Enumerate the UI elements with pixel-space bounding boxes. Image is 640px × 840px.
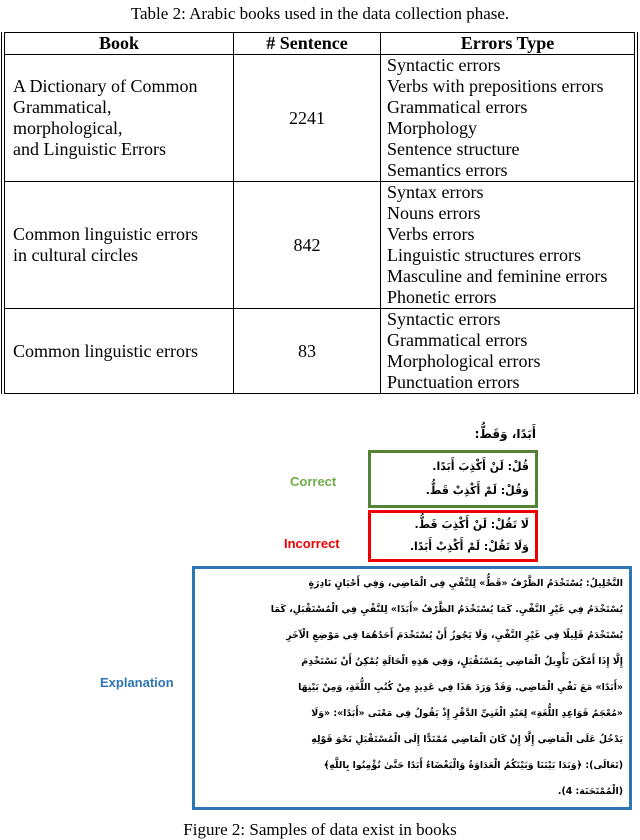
explanation-label: Explanation: [100, 675, 174, 690]
errors-cell: [381, 55, 637, 182]
explanation-line: «مُعْجَمُ قَوَاعِدِ اللُّغَةِ» لِعَبْدِ الْغَنِيِّ الدَّقْرِ إِذْ يَقُولُ فِي مَعْنَى «أَبَدًا»: «وَلَا: [311, 708, 623, 719]
error-type: Verbs errors: [387, 224, 475, 244]
book-cell: [3, 182, 234, 309]
header-sentence: # Sentence: [234, 33, 381, 55]
explanation-line: يُسْتَخْدَمُ قَلِيلًا فِي غَيْرِ النَّفْيِ، وَلَا يَجُوزُ أَنْ يُسْتَخْدَمَ أَحَدُهُمَا فِي مَوْضِعِ الْآخَرِ: [286, 630, 623, 641]
table-row: [3, 182, 636, 309]
correct-line: قُلْ: لَنْ أَكْذِبَ أَبَدًا.: [432, 460, 529, 473]
book-line: Grammatical, morphological,: [13, 97, 123, 138]
error-type: Syntax errors: [387, 182, 484, 202]
book-line: and Linguistic Errors: [13, 139, 166, 159]
sentence-count: 2241: [234, 55, 381, 182]
explanation-line: (تَعَالَى): ﴿وَبَدَا بَيْنَنَا وَبَيْنَكُمُ الْعَدَاوَةُ وَالْبَغْضَاءُ أَبَدًا حَتَّىٰ تُؤْمِنُوا بِاللَّهِ﴾: [323, 760, 623, 771]
explanation-line: يُسْتَخْدَمُ فِي غَيْرِ النَّفْيِ. كَمَا يُسْتَخْدَمُ الظَّرْفُ «أَبَدًا» لِلنَّفْيِ فِي الْمُسْتَقْبَلِ، كَمَا: [270, 604, 623, 615]
table-row: [3, 55, 636, 182]
book-line: Common linguistic errors: [13, 224, 198, 244]
error-type: Morphological errors: [387, 351, 541, 371]
correct-line: وَقُلْ: لَمْ أَكْذِبْ قَطُّ.: [425, 484, 529, 497]
correct-box: [368, 450, 538, 508]
correct-label: Correct: [290, 474, 337, 489]
error-type: Verbs with prepositions errors: [387, 76, 604, 96]
explanation-line: إِلَّا إِذَا أَمْكَنَ تَأْوِيلُ الْمَاضِي بِمُسْتَقْبَلٍ، وَفِي هَذِهِ الْحَالَةِ يُمْكِنُ أَنْ نَسْتَخْدِمَ: [301, 656, 623, 667]
error-type: Masculine and feminine errors: [387, 266, 608, 286]
table-caption: Table 2: Arabic books used in the data collection phase.: [130, 4, 510, 23]
table-row: [3, 309, 636, 394]
sentence-count: 842: [234, 182, 381, 309]
error-type: Semantics errors: [387, 160, 508, 180]
header-errors-type: Errors Type: [381, 33, 637, 55]
errors-cell: [381, 309, 637, 394]
explanation-box: [192, 566, 632, 810]
example-boxes: [368, 450, 538, 562]
figure-caption: Figure 2: Samples of data exist in books: [183, 820, 457, 839]
books-table: [1, 32, 638, 394]
explanation-line: يَدْخُلُ عَلَى الْمَاضِي إِلَّا إِنْ كَانَ الْمَاضِي مُمْتَدًّا إِلَى الْمُسْتَقْبَلِ نَحْوَ قَوْلِهِ: [311, 734, 623, 745]
explanation-line: (الْمُمْتَحَنَة: 4).: [557, 786, 623, 797]
incorrect-line: وَلَا تَقُلْ: لَمْ أَكْذِبْ أَبَدًا.: [409, 540, 529, 553]
error-type: Grammatical errors: [387, 330, 528, 350]
book-line: in cultural circles: [13, 245, 138, 265]
error-type: Syntactic errors: [387, 309, 501, 329]
figure-heading: أَبَدًا، وَقَطُّ:: [474, 427, 536, 441]
error-type: Phonetic errors: [387, 287, 497, 307]
error-type: Syntactic errors: [387, 55, 501, 75]
error-type: Morphology: [387, 118, 477, 138]
header-book: Book: [3, 33, 234, 55]
error-type: Sentence structure: [387, 139, 520, 159]
sentence-count: 83: [234, 309, 381, 394]
explanation-line: «أَبَدًا» مَعَ نَفْيِ الْمَاضِي. وَقَدْ وَرَدَ هَذَا فِي عَدِيدٍ مِنْ كُتُبِ اللُّغَةِ، وَمِنْ بَيْنِهَا: [298, 682, 623, 693]
book-cell: [3, 55, 234, 182]
explanation-line: التَّحْلِيلُ: يُسْتَخْدَمُ الظَّرْفُ «قَطُّ» لِلنَّفْيِ فِي الْمَاضِي، وَفِي أَحْيَانٍ نَادِرَةٍ: [308, 578, 623, 589]
incorrect-line: لَا تَقُلْ: لَنْ أَكْذِبَ قَطُّ.: [414, 518, 529, 531]
incorrect-box: [368, 510, 538, 562]
book-line: A Dictionary of Common: [13, 76, 198, 96]
errors-cell: [381, 182, 637, 309]
table-header-row: [3, 33, 636, 55]
error-type: Linguistic structures errors: [387, 245, 581, 265]
incorrect-label: Incorrect: [284, 536, 340, 551]
error-type: Grammatical errors: [387, 97, 528, 117]
error-type: Punctuation errors: [387, 372, 520, 392]
book-cell: [3, 309, 234, 394]
book-line: Common linguistic errors: [13, 340, 198, 361]
figure-bottom: [0, 566, 640, 840]
error-type: Nouns errors: [387, 203, 481, 223]
